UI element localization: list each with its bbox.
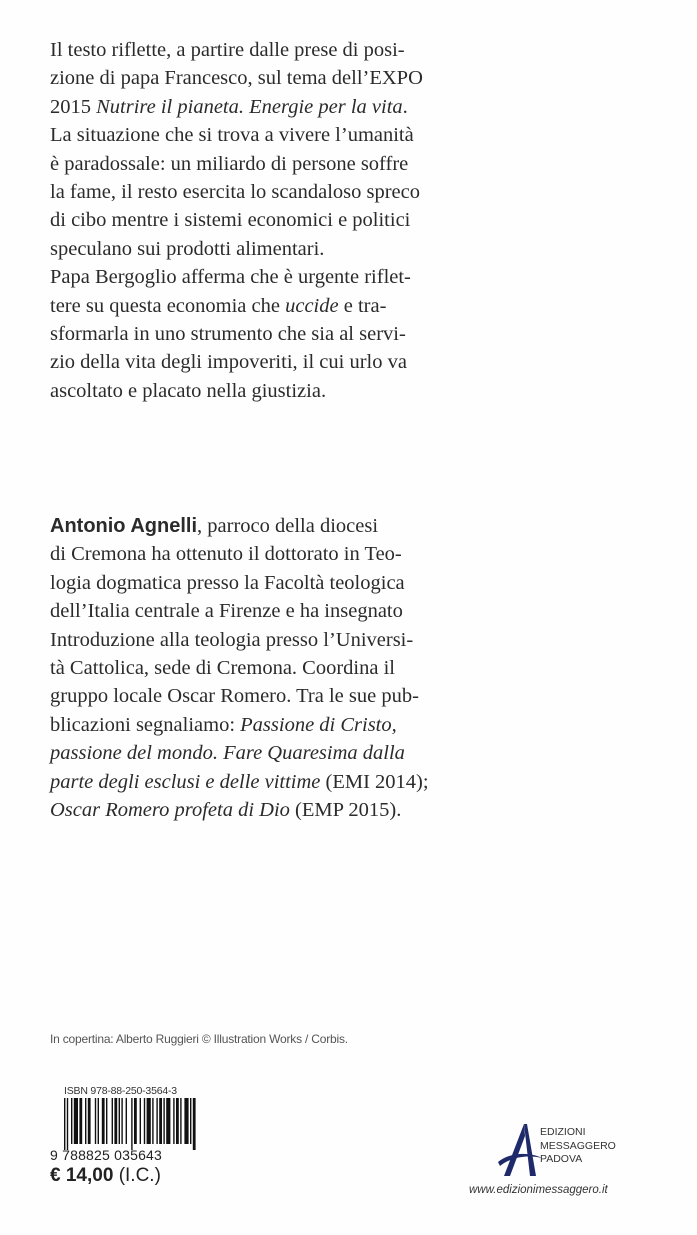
bio-line: dell’Italia centrale a Firenze e ha insegnato — [50, 600, 403, 623]
barcode-bar — [106, 1098, 107, 1144]
bio-line: di Cremona ha ottenuto il dottorato in Teo- — [50, 543, 402, 566]
barcode-bar — [71, 1098, 72, 1144]
barcode-bar — [67, 1098, 68, 1150]
ean-digits: 9 788825 035643 — [50, 1147, 163, 1163]
barcode-bar — [126, 1098, 127, 1144]
barcode-bar — [176, 1098, 179, 1144]
barcode-bar — [134, 1098, 137, 1144]
barcode-bar — [121, 1098, 122, 1144]
publisher-logo-block — [496, 1122, 666, 1182]
barcode-bar — [184, 1098, 188, 1144]
barcode-bar — [64, 1098, 65, 1150]
barcode-bar — [85, 1098, 86, 1144]
back-cover-blurb — [50, 36, 450, 405]
blurb-line: ascoltato e placato nella giustizia. — [50, 379, 327, 402]
barcode-bar — [163, 1098, 164, 1144]
blurb-line: sformarla in uno strumento che sia al servi- — [50, 323, 406, 346]
barcode-bar — [112, 1098, 113, 1144]
barcode-bar — [147, 1098, 151, 1144]
blurb-line: zio della vita degli impoveriti, il cui urlo va — [50, 351, 407, 374]
price-label — [50, 1165, 161, 1187]
blurb-line: Papa Bergoglio afferma che è urgente riflet- — [50, 266, 411, 289]
barcode-bar — [140, 1098, 141, 1144]
author-name: Antonio Agnelli — [50, 515, 198, 537]
bio-line: tà Cattolica, sede di Cremona. Coordina il — [50, 657, 395, 680]
bio-line: Antonio Agnelli, parroco della diocesi — [50, 515, 379, 537]
blurb-line: zione di papa Francesco, sul tema dell’EXPO — [50, 67, 423, 90]
blurb-line: La situazione che si trova a vivere l’umanità — [50, 124, 414, 147]
blurb-line: è paradossale: un miliardo di persone soffre — [50, 152, 409, 175]
barcode-bar — [88, 1098, 91, 1144]
bio-line: gruppo locale Oscar Romero. Tra le sue pub- — [50, 685, 419, 708]
bio-line: blicazioni segnaliamo: Passione di Cristo, — [50, 713, 397, 736]
barcode — [50, 1085, 198, 1163]
book-title: Passione di Cristo, — [240, 713, 397, 736]
barcode-bar — [193, 1098, 196, 1150]
bio-line: Introduzione alla teologia presso l’Universi- — [50, 628, 414, 651]
barcode-bar — [102, 1098, 105, 1144]
bio-line — [50, 739, 450, 767]
barcode-bar — [98, 1098, 99, 1144]
cover-credit: In copertina: Alberto Ruggieri © Illustration Works / Corbis. — [50, 1032, 348, 1046]
blurb-line: la fame, il resto esercita lo scandaloso spreco — [50, 181, 420, 204]
barcode-bar — [131, 1098, 132, 1150]
theme-subtitle: Energie per la vita — [249, 95, 403, 118]
barcode-bar — [114, 1098, 117, 1144]
book-title: Oscar Romero profeta di Dio — [50, 799, 290, 822]
bio-line: Oscar Romero profeta di Dio (EMP 2015). — [50, 799, 402, 822]
isbn-number: ISBN 978-88-250-3564-3 — [64, 1085, 177, 1097]
barcode-bar — [119, 1098, 120, 1144]
bio-line: parte degli esclusi e delle vittime (EMI 2014); — [50, 770, 429, 793]
barcode-bar — [79, 1098, 82, 1144]
barcode-bar — [173, 1098, 174, 1144]
price-amount: € 14,00 — [50, 1165, 114, 1186]
author-bio — [50, 512, 450, 824]
blurb-line: speculano sui prodotti alimentari. — [50, 237, 325, 260]
barcode-bar — [156, 1098, 157, 1144]
barcode-bar — [190, 1098, 191, 1144]
barcode-bars — [50, 1098, 198, 1150]
price-note: (I.C.) — [118, 1165, 161, 1186]
book-title: passione del mondo. Fare Quaresima dalla — [50, 742, 405, 765]
barcode-bar — [159, 1098, 162, 1144]
theme-title: Nutrire il pianeta — [96, 95, 239, 118]
blurb-line: tere su questa economia che uccide e tra- — [50, 294, 387, 317]
bio-line: logia dogmatica presso la Facoltà teologica — [50, 571, 405, 594]
barcode-bar — [144, 1098, 145, 1144]
blurb-line: Il testo riflette, a partire dalle prese di posi- — [50, 39, 405, 61]
barcode-bar — [74, 1098, 78, 1144]
barcode-bar — [180, 1098, 181, 1144]
blurb-line: 2015 Nutrire il pianeta. Energie per la vita. — [50, 95, 408, 118]
book-title: parte degli esclusi e delle vittime — [50, 770, 321, 793]
blurb-line: di cibo mentre i sistemi economici e politici — [50, 209, 411, 232]
publisher-website: www.edizionimessaggero.it — [469, 1184, 608, 1196]
barcode-bar — [152, 1098, 153, 1144]
publisher-name: EDIZIONI MESSAGGERO PADOVA — [540, 1126, 616, 1165]
emphasis-word: uccide — [285, 294, 339, 317]
barcode-bar — [166, 1098, 170, 1144]
barcode-bar — [95, 1098, 96, 1144]
stylized-a-logo-icon — [496, 1122, 544, 1180]
